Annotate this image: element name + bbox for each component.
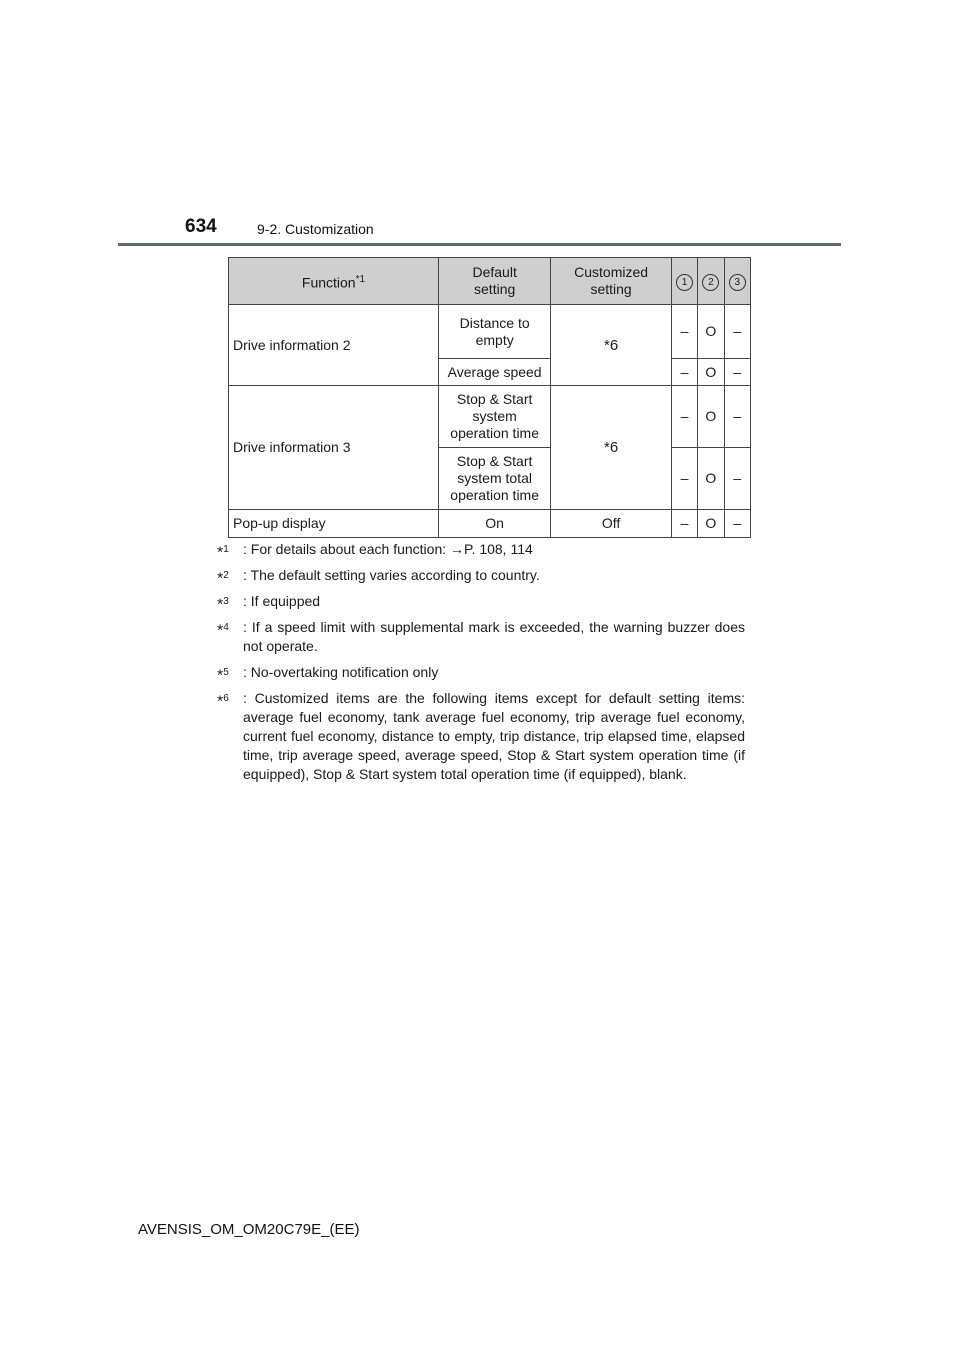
option-cell-1: – xyxy=(671,448,697,510)
option-cell-1: – xyxy=(671,359,697,386)
footnote xyxy=(217,540,745,562)
option-cell-3: – xyxy=(724,359,750,386)
footnote xyxy=(217,618,745,656)
section-title: 9-2. Customization xyxy=(257,221,374,237)
footnote-text: : Customized items are the following items except for default setting items: average fuel economy, tank average fuel economy, trip average fuel economy, current fuel economy, distance to empty, trip distance, trip elapsed time, elapsed time, trip average speed, average speed, Stop & Start system operation time (if equipped), Stop & Start system total operation time (if equipped), blank. xyxy=(243,690,745,782)
footnote-text: : No-overtaking notification only xyxy=(243,664,439,680)
footnote xyxy=(217,663,745,685)
customized-cell xyxy=(551,386,671,510)
footnote-text: : If a speed limit with supplemental mark is exceeded, the warning buzzer does not operate. xyxy=(243,619,745,654)
table-row xyxy=(229,386,751,448)
header-default-line1: Default xyxy=(472,264,517,280)
circle-1-icon: 1 xyxy=(676,274,693,291)
default-cell: Stop & Start system total operation time xyxy=(438,448,550,510)
header-customized-setting xyxy=(551,258,671,305)
footnote-ref: *6 xyxy=(603,336,619,354)
option-cell-2: O xyxy=(698,510,724,538)
asterisk-icon: * xyxy=(217,570,224,588)
footnote-number: 6 xyxy=(223,693,229,704)
header-function-footnote: *1 xyxy=(355,273,366,285)
function-cell: Drive information 2 xyxy=(229,305,439,386)
footnote-mark xyxy=(217,566,229,589)
option-cell-1: – xyxy=(671,305,697,359)
table-row xyxy=(229,305,751,359)
asterisk-icon: * xyxy=(217,596,224,614)
footnote-mark xyxy=(217,689,229,712)
asterisk-icon: * xyxy=(217,693,224,711)
function-cell: Pop-up display xyxy=(229,510,439,538)
customization-table xyxy=(228,257,751,538)
footnote-number: 1 xyxy=(223,544,229,555)
footnote-mark xyxy=(217,592,229,615)
header-function-label: Function xyxy=(301,274,356,291)
customized-cell xyxy=(551,305,671,386)
header-customized-line2: setting xyxy=(590,281,632,297)
asterisk-icon: * xyxy=(217,667,224,685)
option-cell-3: – xyxy=(724,510,750,538)
page-number: 634 xyxy=(185,216,217,237)
option-cell-2: O xyxy=(698,305,724,359)
footnote-number: 3 xyxy=(223,596,229,607)
customized-cell: Off xyxy=(551,510,671,538)
option-cell-1: – xyxy=(671,386,697,448)
footnote xyxy=(217,592,745,614)
footnotes xyxy=(217,540,745,791)
footnote-number: 5 xyxy=(223,667,229,678)
footnote-mark xyxy=(217,618,229,641)
document-code: AVENSIS_OM_OM20C79E_(EE) xyxy=(138,1221,360,1238)
circle-2-icon: 2 xyxy=(702,274,719,291)
asterisk-icon: * xyxy=(217,622,224,640)
header-circle-2 xyxy=(698,258,724,305)
option-cell-1: – xyxy=(671,510,697,538)
footnote-text: : For details about each function: →P. 108, 114 xyxy=(243,541,533,557)
default-cell: On xyxy=(438,510,550,538)
footnote xyxy=(217,689,745,784)
footnote-mark xyxy=(217,540,229,563)
option-cell-3: – xyxy=(724,386,750,448)
header-divider xyxy=(118,243,841,246)
header-circle-3 xyxy=(724,258,750,305)
header-function xyxy=(229,258,439,305)
footnote-ref: *6 xyxy=(603,439,619,456)
header-default-line2: setting xyxy=(474,281,516,297)
option-cell-2: O xyxy=(698,359,724,386)
footnote xyxy=(217,566,745,588)
footnote-number: 4 xyxy=(223,622,229,633)
function-cell: Drive information 3 xyxy=(229,386,439,510)
asterisk-icon: * xyxy=(217,544,224,562)
default-cell: Distance to empty xyxy=(438,305,550,359)
option-cell-2: O xyxy=(698,386,724,448)
footnote-number: 2 xyxy=(223,570,229,581)
table-header-row xyxy=(229,258,751,305)
footnote-text: : If equipped xyxy=(243,593,321,609)
default-cell: Stop & Start system operation time xyxy=(438,386,550,448)
footnote-text: : The default setting varies according to country. xyxy=(243,567,540,583)
option-cell-2: O xyxy=(698,448,724,510)
option-cell-3: – xyxy=(724,305,750,359)
default-cell: Average speed xyxy=(438,359,550,386)
header-default-setting xyxy=(438,258,550,305)
header-circle-1 xyxy=(671,258,697,305)
header-customized-line1: Customized xyxy=(574,264,649,280)
table-row xyxy=(229,510,751,538)
circle-3-icon: 3 xyxy=(729,274,746,291)
option-cell-3: – xyxy=(724,448,750,510)
footnote-mark xyxy=(217,663,229,686)
